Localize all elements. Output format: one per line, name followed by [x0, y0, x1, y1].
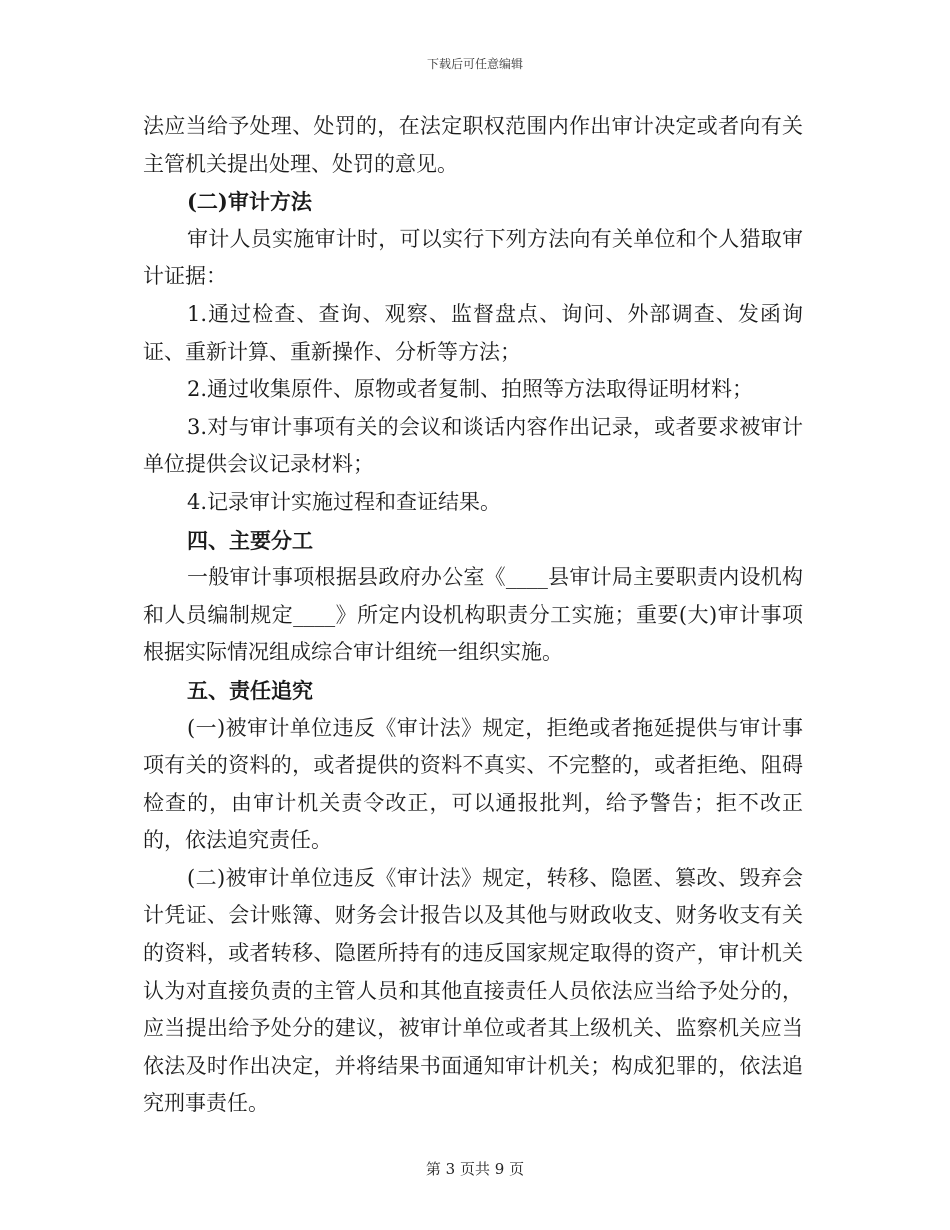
paragraph-continuation: 法应当给予处理、处罚的，在法定职权范围内作出审计决定或者向有关主管机关提出处理、处罚的意见。 [143, 114, 803, 176]
section-heading-accountability: 五、责任追究 [187, 677, 313, 703]
paragraph-audit-methods-intro: 审计人员实施审计时，可以实行下列方法向有关单位和个人猎取审计证据： [143, 226, 803, 289]
paragraph-division-of-work: 一般审计事项根据县政府办公室《____县审计局主要职责内设机构和人员编制规定____》所定内设机构职责分工实施；重要(大)审计事项根据实际情况组成综合审计组统一组织实施。 [143, 565, 803, 665]
list-item-method-3: 3.对与审计事项有关的会议和谈话内容作出记录，或者要求被审计单位提供会议记录材料； [143, 414, 803, 477]
section-heading-audit-methods: (二)审计方法 [187, 189, 312, 215]
page-header: 下载后可任意编辑 [426, 57, 523, 71]
list-item-method-4: 4.记录审计实施过程和查证结果。 [187, 489, 502, 514]
paragraph-accountability-2: (二)被审计单位违反《审计法》规定，转移、隐匿、篡改、毁弃会计凭证、会计账簿、财务会计报告以及其他与财政收支、财务收支有关的资料，或者转移、隐匿所持有的违反国家规定取得的资产，审计机关认为对直接负责的主管人员和其他直接责任人员依法应当给予处分的，应当提出给予处分的建议，被审计单位或者其上级机关、监察机关应当依法及时作出决定，并将结果书面通知审计机关；构成犯罪的，依法追究刑事责任。 [143, 865, 803, 1116]
list-item-method-1: 1.通过检查、查询、观察、监督盘点、询问、外部调查、发函询证、重新计算、重新操作、分析等方法； [143, 301, 803, 364]
document-body [143, 108, 803, 1123]
paragraph-accountability-1: (一)被审计单位违反《审计法》规定，拒绝或者拖延提供与审计事项有关的资料的，或者提供的资料不真实、不完整的，或者拒绝、阻碍检查的，由审计机关责令改正，可以通报批判，给予警告；拒不改正的，依法追究责任。 [143, 715, 803, 853]
page-footer: 第 3 页共 9 页 [425, 1160, 525, 1178]
list-item-method-2: 2.通过收集原件、原物或者复制、拍照等方法取得证明材料； [187, 377, 754, 402]
section-heading-division-of-work: 四、主要分工 [187, 527, 313, 553]
